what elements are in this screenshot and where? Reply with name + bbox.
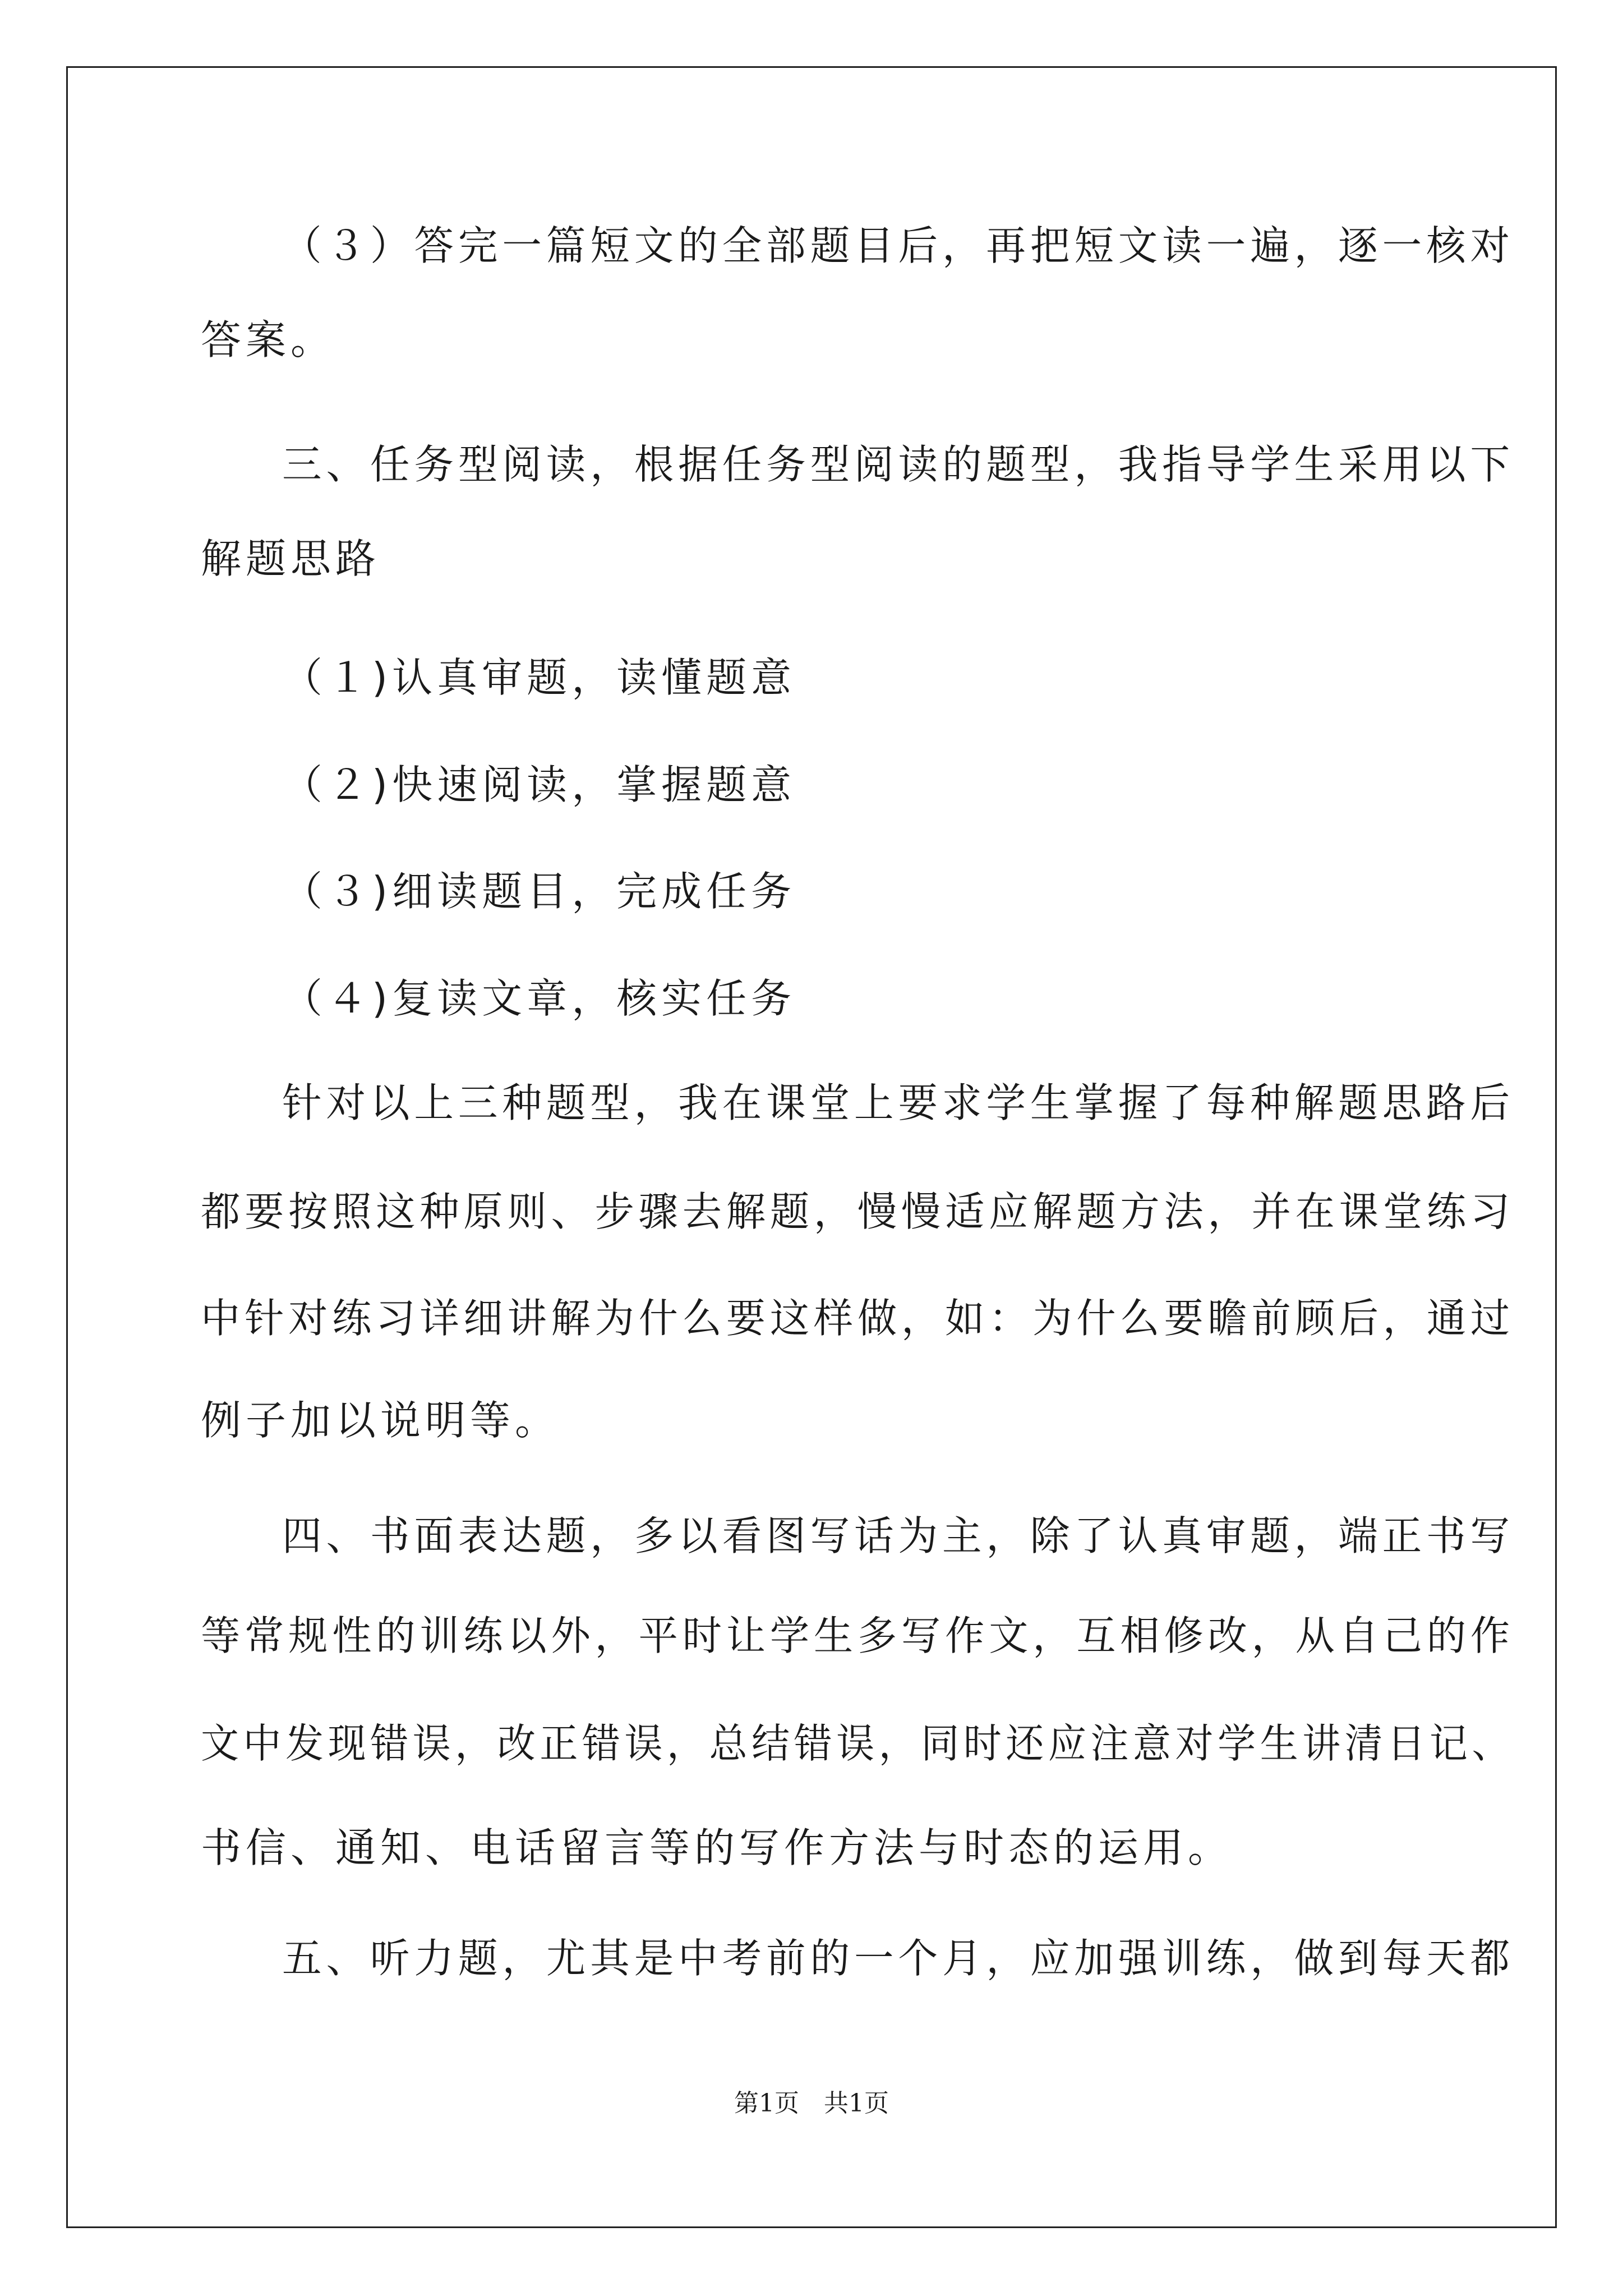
text-line: 书信、通知、电话留言等的写作方法与时态的运用。	[201, 1824, 1233, 1871]
page-border	[66, 66, 1557, 2228]
text-line: 三、任务型阅读，根据任务型阅读的题型，我指导学生采用以下	[282, 441, 1514, 488]
text-line: （３)细读题目，完成任务	[282, 868, 796, 915]
text-line: 等常规性的训练以外，平时让学生多写作文，互相修改，从自己的作	[201, 1612, 1514, 1659]
text-line: 文中发现错误，改正错误，总结错误，同时还应注意对学生讲清日记、	[201, 1720, 1514, 1767]
text-line: 针对以上三种题型，我在课堂上要求学生掌握了每种解题思路后	[282, 1079, 1514, 1126]
text-line: 五、听力题，尤其是中考前的一个月，应加强训练，做到每天都	[282, 1935, 1514, 1982]
text-line: （３）答完一篇短文的全部题目后，再把短文读一遍，逐一核对	[282, 222, 1514, 269]
text-line: （４)复读文章，核实任务	[282, 975, 796, 1022]
text-line: 例子加以说明等。	[201, 1397, 560, 1444]
text-line: （１)认真审题，读懂题意	[282, 654, 796, 701]
text-line: （２)快速阅读，掌握题意	[282, 761, 796, 808]
text-line: 中针对练习详细讲解为什么要这样做，如：为什么要瞻前顾后，通过	[201, 1295, 1514, 1342]
page-footer: 第1页 共1页	[734, 2089, 889, 2118]
text-line: 答案。	[201, 316, 336, 364]
text-line: 解题思路	[201, 535, 381, 582]
text-line: 四、书面表达题，多以看图写话为主，除了认真审题，端正书写	[282, 1512, 1514, 1559]
text-line: 都要按照这种原则、步骤去解题，慢慢适应解题方法，并在课堂练习	[201, 1188, 1514, 1235]
